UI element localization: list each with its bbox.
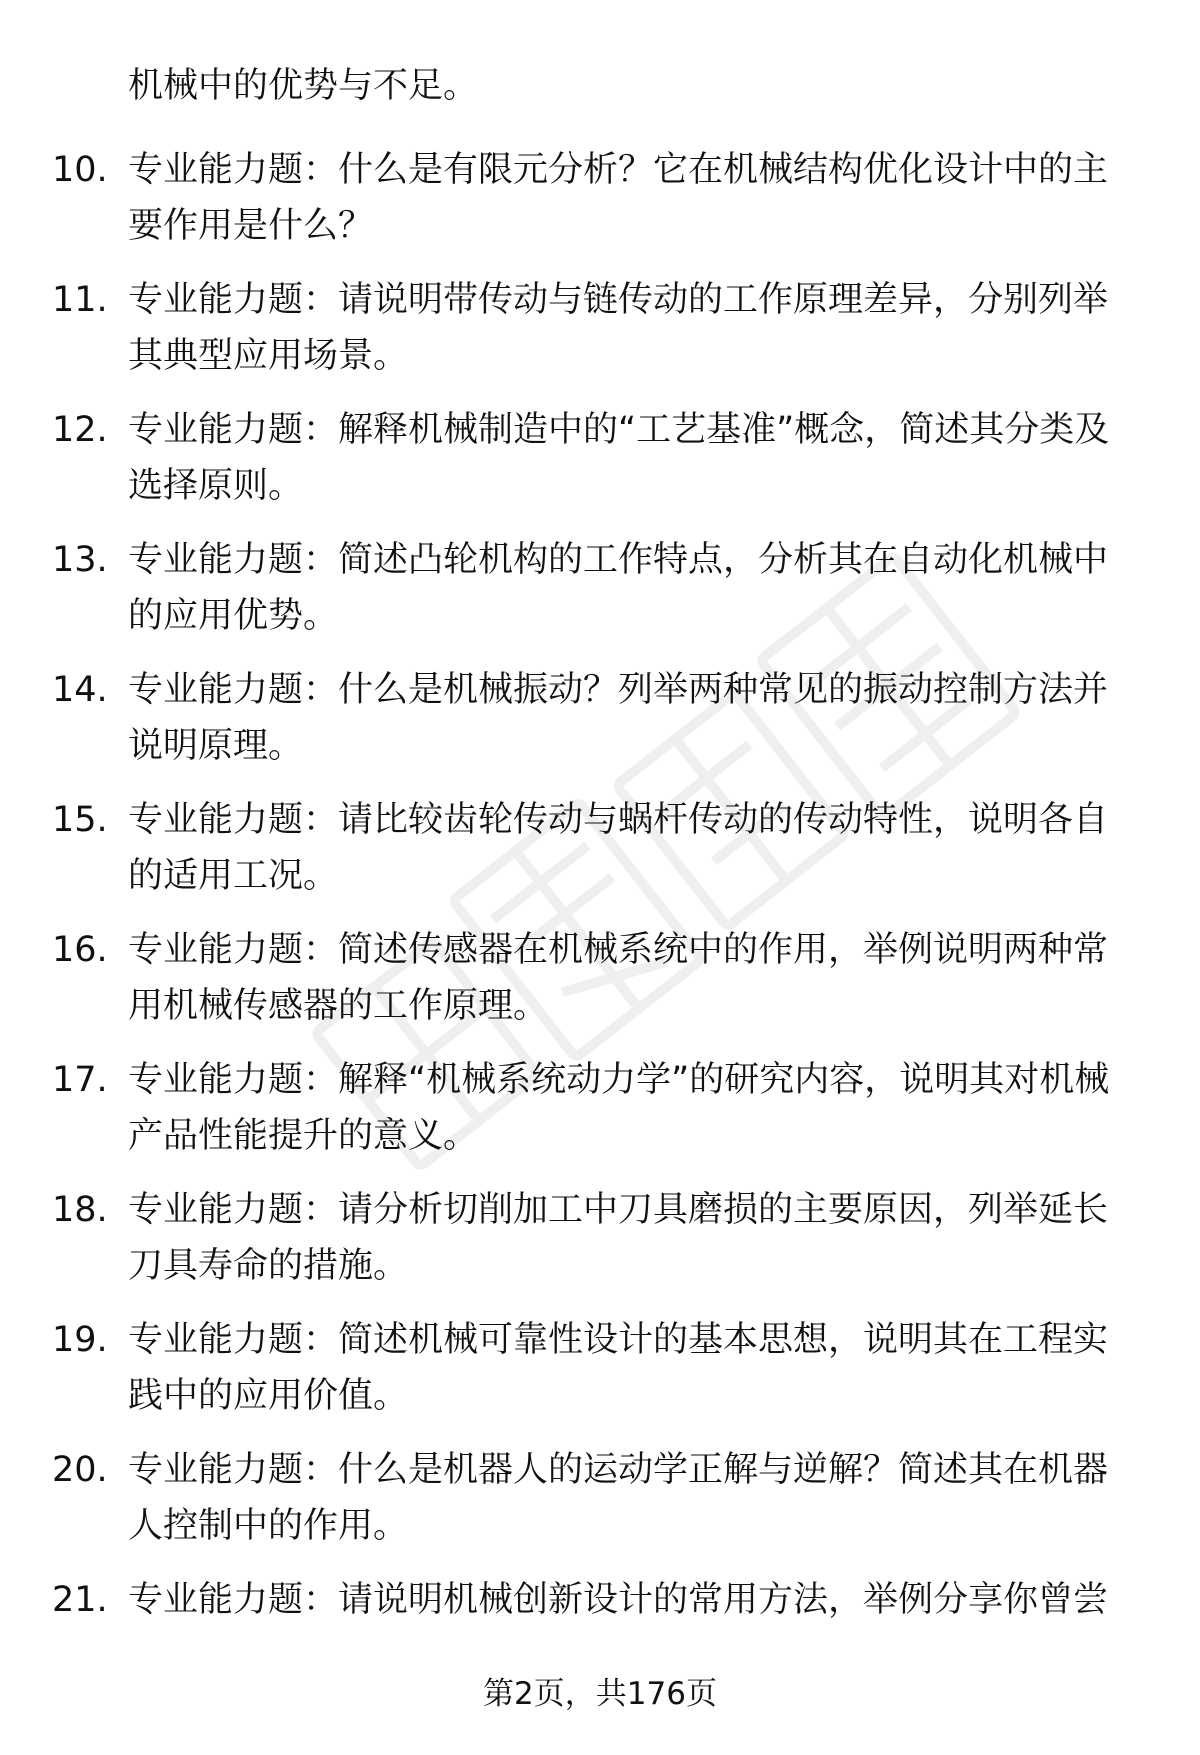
question-number: 20. [52,1450,108,1490]
question-number: 13. [52,540,108,580]
question-number: 15. [52,800,108,840]
list-item [0,1182,1200,1312]
list-item [0,532,1200,662]
list-item [0,402,1200,532]
page-footer: 第2页，共176页 [483,1676,717,1712]
list-item [0,1442,1200,1572]
question-text: 专业能力题：解释机械制造中的“工艺基准”概念，简述其分类及选择原则。 [128,410,1110,506]
list-item [0,662,1200,792]
question-number: 21. [52,1580,108,1620]
question-text: 专业能力题：什么是机器人的运动学正解与逆解？简述其在机器人控制中的作用。 [128,1450,1109,1546]
question-text: 专业能力题：请说明带传动与链传动的工作原理差异，分别列举其典型应用场景。 [128,280,1109,376]
question-number: 11. [52,280,108,320]
question-text: 专业能力题：请分析切削加工中刀具磨损的主要原因，列举延长刀具寿命的措施。 [128,1190,1109,1286]
list-item [0,1312,1200,1442]
question-number: 16. [52,930,108,970]
question-text: 专业能力题：请说明机械创新设计的常用方法，举例分享你曾尝 [128,1580,1109,1620]
question-text: 专业能力题：简述传感器在机械系统中的作用，举例说明两种常用机械传感器的工作原理。 [128,930,1109,1026]
question-text: 专业能力题：简述凸轮机构的工作特点，分析其在自动化机械中的应用优势。 [128,540,1109,636]
list-item [0,1052,1200,1182]
question-number: 17. [52,1060,108,1100]
question-number: 19. [52,1320,108,1360]
question-number: 14. [52,670,108,710]
question-text: 专业能力题：请比较齿轮传动与蜗杆传动的传动特性，说明各自的适用工况。 [128,800,1109,896]
question-list [0,142,1200,1702]
question-number: 10. [52,150,108,190]
question-number: 12. [52,410,108,450]
question-text: 专业能力题：什么是机械振动？列举两种常见的振动控制方法并说明原理。 [128,670,1109,766]
list-item [0,142,1200,272]
list-item [0,792,1200,922]
list-item [0,272,1200,402]
continuation-text: 机械中的优势与不足。 [128,66,479,106]
question-number: 18. [52,1190,108,1230]
question-text: 专业能力题：简述机械可靠性设计的基本思想，说明其在工程实践中的应用价值。 [128,1320,1109,1416]
question-text: 专业能力题：解释“机械系统动力学”的研究内容，说明其对机械产品性能提升的意义。 [128,1060,1110,1156]
list-item [0,922,1200,1052]
question-text: 专业能力题：什么是有限元分析？它在机械结构优化设计中的主要作用是什么？ [128,150,1109,246]
